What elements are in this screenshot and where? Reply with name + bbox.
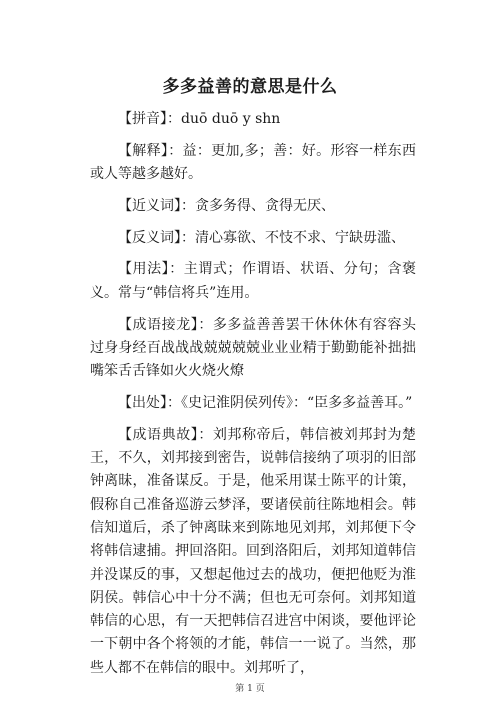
- paragraph-synonyms: [90, 195, 416, 218]
- paragraph-content: ：清心寡欲、不忮不求、宁缺毋滥、: [181, 229, 405, 246]
- paragraph-label: 【成语典故】: [118, 426, 199, 443]
- paragraph-content: ：duō duō y shn: [167, 111, 281, 127]
- paragraph-label: 【拼音】: [118, 111, 167, 127]
- paragraph-content: ：刘邦称帝后，韩信被刘邦封为楚王，不久，刘邦接到密告，说韩信接纳了项羽的旧部钟离昧，准备谋反。于是，他采用谋士陈平的计策，假称自己准备巡游云梦泽，要诸侯前往陈地相会。韩信知道后，杀了钟离昧来到陈地见刘邦，刘邦便下令将韩信逮捕。押回洛阳。回到洛阳后，刘邦知道韩信并没谋反的事，又想起他过去的战功，便把他贬为淮阴侯。韩信心中十分不满；但也无可奈何。刘邦知道韩信的心思，有一天把韩信召进宫中闲谈，要他评论一下朝中各个将领的才能，韩信一一说了。当然，那些人都不在韩信的眼中。刘邦听了，: [90, 426, 417, 676]
- paragraph-label: 【近义词】: [118, 197, 181, 214]
- paragraph-label: 【解释】: [118, 142, 169, 159]
- page-title: 多多益善的意思是什么: [162, 77, 338, 97]
- paragraph-content: ：贪多务得、贪得无厌、: [181, 197, 335, 214]
- paragraph-usage: [90, 258, 416, 305]
- paragraph-label: 【用法】: [118, 261, 170, 278]
- paragraph-story: [90, 424, 416, 680]
- paragraph-content: ：《史记淮阴侯列传》：“臣多多益善耳。”: [167, 394, 413, 411]
- paragraph-source: [90, 392, 416, 415]
- paragraph-label: 【出处】: [118, 394, 167, 411]
- paragraph-idiom-chain: [90, 314, 416, 384]
- page-number: 第 1 页: [235, 684, 265, 694]
- paragraph-content: ：多多益善善罢干休休休有容容头过身身经百战战战兢兢兢兢业业业精于勤勤能补拙拙嘴笨舌舌锋如火火烧火燎: [90, 316, 417, 380]
- paragraph-label: 【成语接龙】: [118, 316, 199, 333]
- paragraph-explanation: [90, 140, 416, 187]
- paragraph-pinyin: [90, 108, 416, 131]
- paragraph-content: ：主谓式；作谓语、状语、分句；含褒义。常与“韩信将兵”连用。: [90, 261, 417, 301]
- document-body: [90, 108, 416, 689]
- paragraph-label: 【反义词】: [118, 229, 181, 246]
- paragraph-antonyms: [90, 227, 416, 250]
- paragraph-content: ：益：更加,多；善：好。形容一样东西或人等越多越好。: [90, 142, 416, 183]
